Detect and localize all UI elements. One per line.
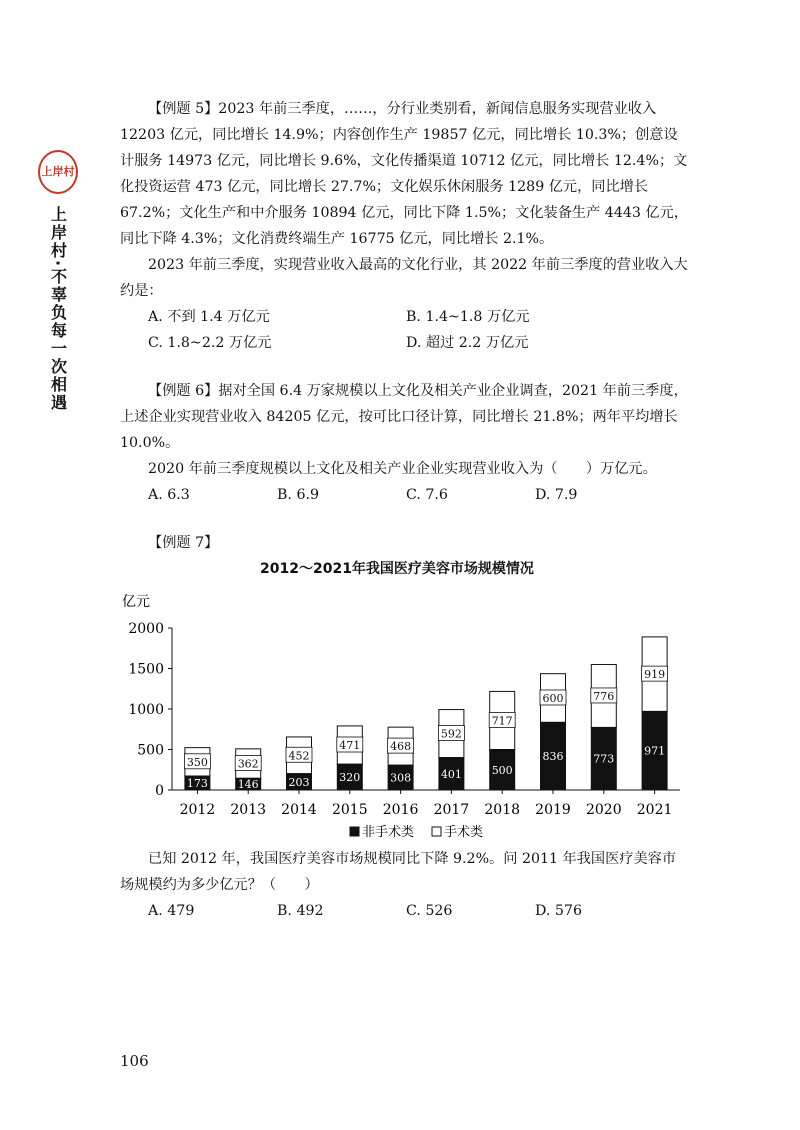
option-a: A. 6.3 [148, 487, 190, 503]
data-label: 773 [593, 752, 615, 766]
data-label: 600 [542, 691, 564, 705]
data-label: 468 [390, 740, 412, 754]
sidebar [38, 150, 78, 412]
y-tick-label: 1500 [128, 661, 164, 678]
data-label: 350 [186, 755, 208, 769]
chart-title: 2012～2021年我国医疗美容市场规模情况 [260, 561, 534, 577]
data-label: 919 [644, 668, 666, 682]
example7-options [120, 898, 690, 924]
example6-options [120, 482, 690, 508]
data-label: 308 [390, 771, 412, 785]
data-label: 452 [288, 749, 310, 763]
x-tick-label: 2015 [331, 802, 368, 818]
data-label: 500 [491, 763, 513, 777]
logo: 上岸村 [38, 150, 78, 194]
option-b: B. 492 [277, 903, 324, 919]
x-tick-label: 2012 [179, 802, 216, 818]
option-d: D. 超过 2.2 万亿元 [406, 335, 529, 351]
chart [120, 556, 690, 846]
sidebar-slogan: 上岸村·不辜负每一次相遇 [48, 206, 68, 413]
x-tick-label: 2018 [484, 802, 521, 818]
legend-swatch-surgical [432, 827, 441, 836]
legend-label-non-surgical: 非手术类 [362, 825, 415, 840]
data-label: 146 [237, 778, 259, 792]
y-axis-label: 亿元 [122, 594, 150, 610]
x-tick-label: 2013 [230, 802, 267, 818]
data-label: 401 [440, 767, 462, 781]
option-d: D. 576 [535, 903, 582, 919]
y-tick-label: 1000 [128, 702, 164, 718]
data-label: 471 [339, 739, 361, 753]
y-tick-label: 0 [155, 783, 164, 799]
option-c: C. 1.8~2.2 万亿元 [148, 335, 272, 351]
x-tick-label: 2020 [585, 802, 622, 818]
data-label: 776 [593, 689, 615, 703]
x-tick-label: 2016 [382, 802, 419, 818]
example7-question: 已知 2012 年，我国医疗美容市场规模同比下降 9.2%。问 2011 年我国医疗美容市场规模约为多少亿元？（ ） [120, 851, 677, 893]
option-c: C. 526 [406, 903, 453, 919]
data-label: 320 [339, 771, 361, 785]
y-tick-label: 2000 [128, 621, 164, 637]
option-d: D. 7.9 [535, 487, 578, 503]
data-label: 173 [186, 776, 208, 790]
example5-options [120, 304, 690, 356]
page-content [120, 96, 690, 924]
example6-question: 2020 年前三季度规模以上文化及相关产业企业实现营业收入为（ ）万亿元。 [148, 461, 657, 477]
option-b: B. 6.9 [277, 487, 320, 503]
x-tick-label: 2021 [636, 802, 673, 818]
example5-paragraph: 【例题 5】2023 年前三季度，……，分行业类别看，新闻信息服务实现营业收入 12203 亿元，同比增长 14.9%；内容创作生产 19857 亿元，同比增长 10.3%；创意设计服务 14973 亿元，同比增长 9.6%，文化传播渠道 10712 亿元，同比增长 12.4%；文化投资运营 473 亿元，同比增长 27.7%；文化娱乐休闲服务 1289 亿元，同比增长 67.2%；文化生产和中介服务 10894 亿元，同比下降 1.5%；文化装备生产 4443 亿元，同比下降 4.3%；文化消费终端生产 16775 亿元，同比增长 2.1%。 [120, 101, 688, 247]
y-tick-label: 500 [137, 742, 164, 759]
option-a: A. 不到 1.4 万亿元 [148, 309, 270, 325]
x-tick-label: 2019 [535, 802, 571, 818]
example7-label: 【例题 7】 [148, 535, 219, 551]
example6-paragraph: 【例题 6】据对全国 6.4 万家规模以上文化及相关产业企业调查，2021 年前三季度，上述企业实现营业收入 84205 亿元，按可比口径计算，同比增长 21.8%；两年平均增长 10.0%。 [120, 383, 688, 451]
option-a: A. 479 [148, 903, 195, 919]
option-b: B. 1.4~1.8 万亿元 [406, 309, 530, 325]
data-label: 203 [288, 775, 310, 789]
option-c: C. 7.6 [406, 487, 448, 503]
page-number: 106 [120, 1052, 149, 1070]
data-label: 836 [542, 750, 564, 764]
data-label: 971 [644, 744, 666, 758]
data-label: 592 [440, 727, 462, 741]
x-tick-label: 2017 [433, 802, 470, 818]
legend-label-surgical: 手术类 [444, 825, 484, 840]
chart-svg [120, 556, 690, 846]
data-label: 362 [237, 757, 259, 771]
example5-question: 2023 年前三季度，实现营业收入最高的文化行业，其 2022 年前三季度的营业收入大约是： [120, 257, 688, 299]
data-label: 717 [491, 714, 513, 728]
x-tick-label: 2014 [281, 802, 317, 818]
legend-swatch-non-surgical [350, 827, 359, 836]
